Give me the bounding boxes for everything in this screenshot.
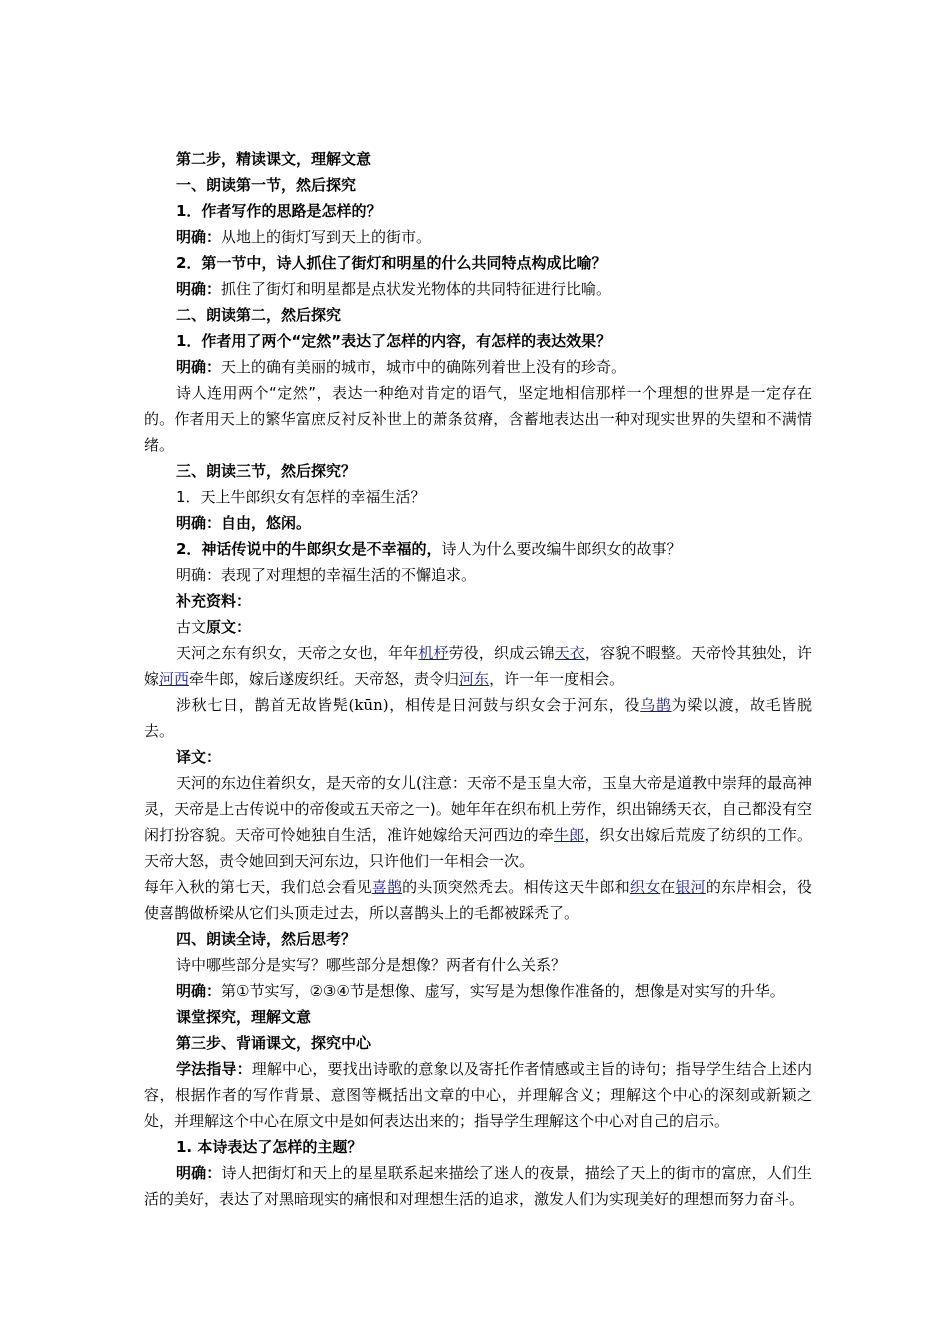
text-run: ，织女出嫁后荒废了纺织的工作。天帝大怒，责令她回到天河东边，只许他们一年相会一次。 xyxy=(144,826,812,870)
guide-text: 理解中心，要找出诗歌的意象以及寄托作者情感或主旨的诗句；指导学生结合上述内容，根据作者的写作背景、意图等概括出文章的中心，并理解含义；理解这个中心的深刻或新颖之处，并理解这个中心在原文中是如何表达出来的；指导学生理解这个中心对自己的启示。 xyxy=(144,1060,812,1130)
text-run: 在 xyxy=(660,878,676,896)
text-run: 为梁以渡，故毛皆脱去。 xyxy=(144,696,812,740)
text-run: ，容貌不暇整。天帝怜其独处，许嫁 xyxy=(144,644,812,688)
question-1-1: 1．作者写作的思路是怎样的？ xyxy=(176,202,382,220)
answer-label: 明确： xyxy=(176,228,222,246)
text-run: 天河之东有织女，天帝之女也，年年 xyxy=(176,644,419,662)
link-yinhe[interactable]: 银河 xyxy=(675,878,706,896)
original-label: 原文： xyxy=(206,618,252,636)
link-hedong[interactable]: 河东 xyxy=(459,670,490,688)
text-run: 每年入秋的第七天，我们总会看见 xyxy=(144,878,372,896)
answer-text: 自由，悠闲。 xyxy=(221,514,312,532)
original-prefix: 古文 xyxy=(176,618,207,636)
answer-label: 明确： xyxy=(176,280,222,298)
link-jizhu[interactable]: 机杼 xyxy=(418,644,449,662)
classroom-inquiry-heading: 课堂探究，理解文意 xyxy=(176,1008,312,1026)
translation-paragraph-1 xyxy=(144,770,812,874)
answer-label: 明确： xyxy=(176,514,222,532)
translation-paragraph-2 xyxy=(144,874,812,926)
answer-text: 从地上的街灯写到天上的街市。 xyxy=(221,228,432,246)
question-4: 诗中哪些部分是实写？哪些部分是想像？两者有什么关系？ xyxy=(176,956,567,974)
translation-heading: 译文： xyxy=(176,748,222,766)
answer-label: 明确： xyxy=(176,358,222,376)
answer-text: 第①节实写，②③④节是想像、虚写，实写是为想像作准备的，想像是对实写的升华。 xyxy=(221,982,785,1000)
answer-text: 诗人把街灯和天上的星星联系起来描绘了迷人的夜景，描绘了天上的街市的富庶，人们生活的美好，表达了对黑暗现实的痛恨和对理想生活的追求，激发人们为实现美好的理想而努力奋斗。 xyxy=(144,1164,812,1208)
text-run: 天河的东边住着织女，是天帝的女儿(注意：天帝不是玉皇大帝，玉皇大帝是道教中崇拜的最高神灵，天帝是上古传说中的帝俊或五天帝之一)。她年年在织布机上劳作，织出锦绣天衣，自己都没有空闲打扮容貌。天帝可怜她独自生活，准许她嫁给天河西边的牵 xyxy=(144,774,812,844)
theme-question: 1. 本诗表达了怎样的主题？ xyxy=(176,1138,363,1156)
step-three-heading: 第三步、背诵课文，探究中心 xyxy=(176,1034,372,1052)
answer-3-2: 明确：表现了对理想的幸福生活的不懈追求。 xyxy=(176,566,477,584)
link-tianyi[interactable]: 天衣 xyxy=(554,644,585,662)
text-run: 涉秋七日，鹊首无故皆髡(kūn)，相传是日河鼓与织女会于河东，役 xyxy=(176,696,641,714)
question-2-1: 1．作者用了两个“定然”表达了怎样的内容，有怎样的表达效果？ xyxy=(176,332,612,350)
supplement-heading: 补充资料： xyxy=(176,592,252,610)
text-run: 劳役，织成云锦 xyxy=(448,644,555,662)
study-guide-paragraph xyxy=(144,1056,812,1134)
section-one-heading: 一、朗读第一节，然后探究 xyxy=(176,176,357,194)
answer-label: 明确： xyxy=(176,982,222,1000)
answer-1-1 xyxy=(144,224,812,250)
answer-3-1 xyxy=(144,510,812,536)
link-hexi[interactable]: 河西 xyxy=(159,670,190,688)
section-two-heading: 二、朗读第二，然后探究 xyxy=(176,306,342,324)
question-3-2 xyxy=(144,536,812,562)
question-1-2: 2．第一节中，诗人抓住了街灯和明星的什么共同特点构成比喻？ xyxy=(176,254,607,272)
link-wuque[interactable]: 乌鹊 xyxy=(640,696,672,714)
paragraph-dingran: 诗人连用两个“定然”，表达一种绝对肯定的语气，坚定地相信那样一个理想的世界是一定存在的。作者用天上的繁华富庶反衬反补世上的萧条贫瘠，含蓄地表达出一种对现实世界的失望和不满情绪。 xyxy=(144,384,812,454)
link-niulang[interactable]: 牛郎 xyxy=(554,826,585,844)
classical-text-paragraph-2 xyxy=(144,692,812,744)
answer-2-1 xyxy=(144,354,812,380)
text-run: 牵牛郎，嫁后遂废织纴。天帝怒，责令归 xyxy=(189,670,460,688)
answer-text: 天上的确有美丽的城市，城市中的确陈列着世上没有的珍奇。 xyxy=(221,358,627,376)
text-run: 的头顶突然秃去。相传这天牛郎和 xyxy=(402,878,630,896)
text-run: ，许一年一度相会。 xyxy=(489,670,625,688)
answer-label: 明确： xyxy=(176,1164,222,1182)
classical-text-paragraph-1 xyxy=(144,640,812,692)
link-xique[interactable]: 喜鹊 xyxy=(371,878,403,896)
answer-1-2 xyxy=(144,276,812,302)
answer-text: 抓住了街灯和明星都是点状发光物体的共同特征进行比喻。 xyxy=(221,280,612,298)
original-text-heading xyxy=(144,614,812,640)
question-bold-part: 2．神话传说中的牛郎织女是不幸福的， xyxy=(176,540,442,558)
section-four-heading: 四、朗读全诗，然后思考？ xyxy=(176,930,357,948)
section-three-heading: 三、朗读三节，然后探究？ xyxy=(176,462,357,480)
link-zhinv[interactable]: 织女 xyxy=(629,878,661,896)
text-run: 的东岸相会，役使喜鹊做桥梁从它们头顶走过去，所以喜鹊头上的毛都被踩秃了。 xyxy=(144,878,812,922)
question-3-1: 1．天上牛郎织女有怎样的幸福生活？ xyxy=(176,488,426,506)
theme-answer xyxy=(144,1160,812,1212)
question-plain-part: 诗人为什么要改编牛郎织女的故事？ xyxy=(441,540,682,558)
guide-label: 学法指导： xyxy=(176,1060,252,1078)
step-two-heading: 第二步，精读课文，理解文意 xyxy=(176,150,372,168)
answer-4 xyxy=(144,978,812,1004)
document-body xyxy=(144,146,812,1212)
